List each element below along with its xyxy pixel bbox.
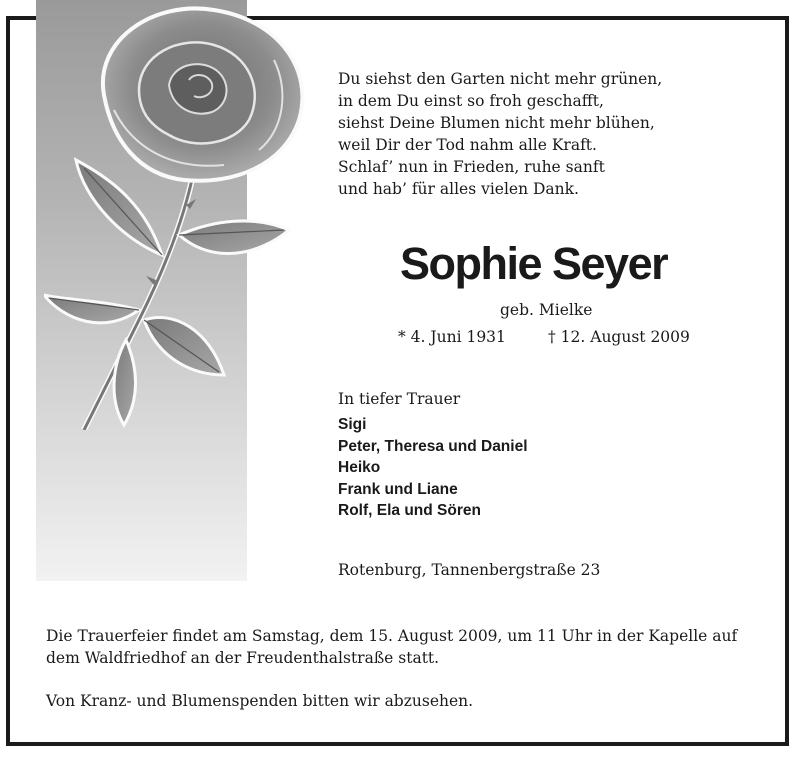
mourner-name: Rolf, Ela und Sören: [338, 502, 481, 519]
address: Rotenburg, Tannenbergstraße 23: [338, 561, 601, 579]
poem-line: Du siehst den Garten nicht mehr grünen,: [338, 70, 663, 88]
mourner-name: Sigi: [338, 416, 367, 433]
rose-icon: [44, 0, 314, 430]
poem-line: siehst Deine Blumen nicht mehr blühen,: [338, 114, 655, 132]
poem-line: weil Dir der Tod nahm alle Kraft.: [338, 136, 597, 154]
maiden-name: geb. Mielke: [500, 301, 593, 319]
poem: [338, 68, 662, 200]
poem-line: in dem Du einst so froh geschafft,: [338, 92, 604, 110]
poem-line: und hab’ für alles vielen Dank.: [338, 180, 579, 198]
death-date: † 12. August 2009: [548, 328, 690, 346]
birth-date: * 4. Juni 1931: [398, 328, 506, 346]
mourning-label: In tiefer Trauer: [338, 390, 461, 408]
mourner-name: Peter, Theresa und Daniel: [338, 437, 528, 455]
funeral-notice: [46, 625, 737, 669]
poem-line: Schlaf’ nun in Frieden, ruhe sanft: [338, 158, 605, 176]
deceased-name: Sophie Seyer: [400, 238, 668, 289]
mourner-name: Frank und Liane: [338, 480, 458, 498]
funeral-line: dem Waldfriedhof an der Freudenthalstraße statt.: [46, 649, 440, 667]
flowers-note: Von Kranz- und Blumenspenden bitten wir abzusehen.: [46, 692, 474, 710]
mourner-name: Heiko: [338, 459, 381, 476]
mourners-list: [338, 414, 528, 522]
rose-background-band: [36, 0, 247, 581]
funeral-line: Die Trauerfeier findet am Samstag, dem 15. August 2009, um 11 Uhr in der Kapelle auf: [46, 627, 738, 645]
